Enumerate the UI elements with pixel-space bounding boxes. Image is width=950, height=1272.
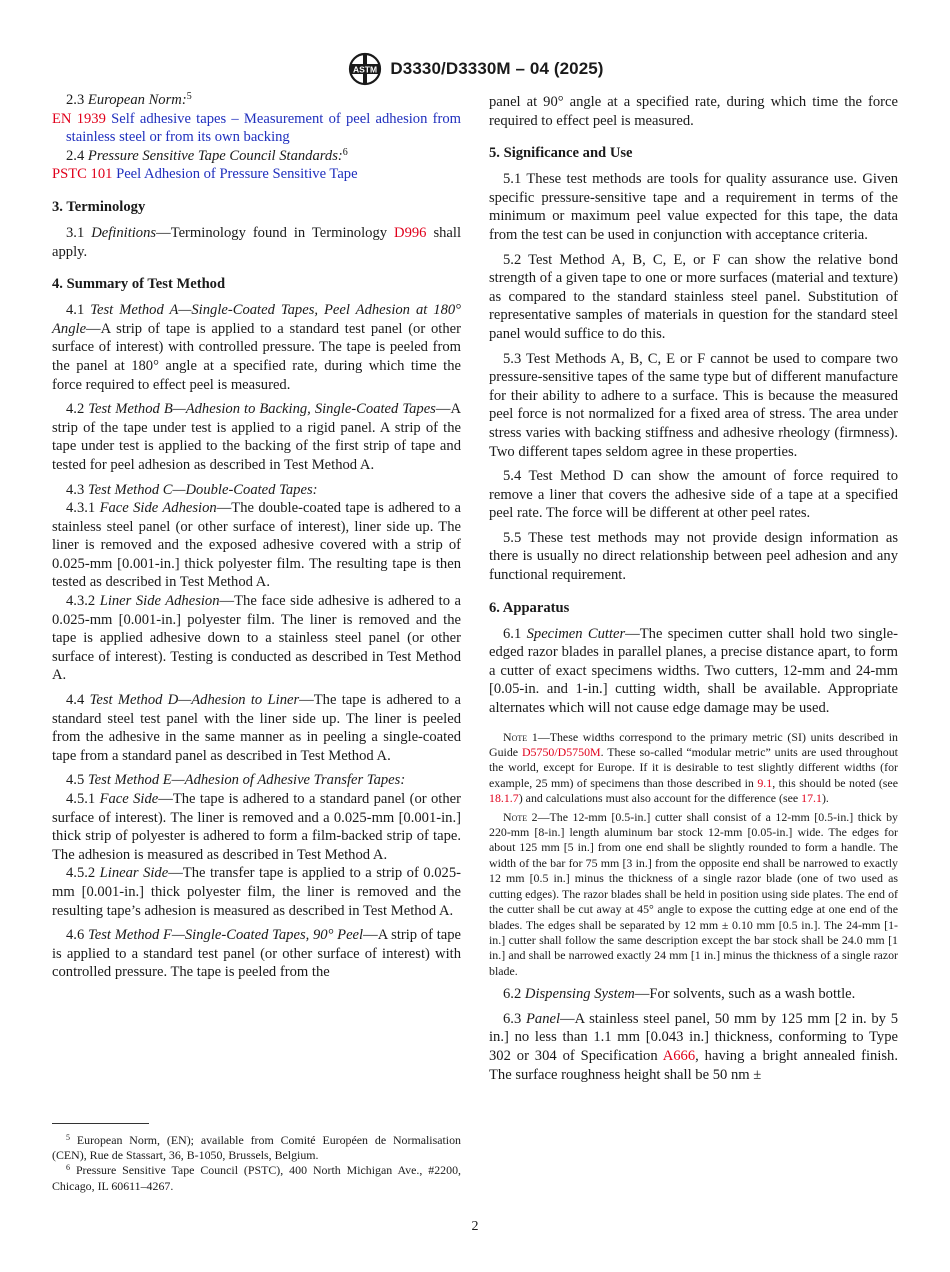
section-6-1: 6.1 Specimen Cutter—The specimen cutter shall hold two single-edged razor blades in parallel planes, a precise distance apart, to form a cutter of exact specimens widths. Two cutters, 12-mm and 24-mm [0.05-in. and 1-in.] cutting width, shall be available. Appropriate alternates which will not cause edge damage may be used. — [489, 625, 898, 717]
section-6-2: 6.2 Dispensing System—For solvents, such as a wash bottle. — [503, 986, 856, 1003]
heading-summary: 4. Summary of Test Method — [52, 276, 226, 293]
ref-code-link[interactable]: PSTC 101 — [52, 166, 113, 183]
link-9-1[interactable]: 9.1 — [757, 775, 773, 790]
ref-title-link[interactable]: Peel Adhesion of Pressure Sensitive Tape — [116, 166, 358, 183]
link-18-1-7[interactable]: 18.1.7 — [489, 791, 519, 806]
section-2-3: 2.3 European Norm:$^5$ — [66, 91, 192, 108]
heading-significance: 5. Significance and Use — [489, 145, 633, 162]
section-4-2: 4.2 Test Method B—Adhesion to Backing, Single-Coated Tapes—A strip of the tape under test is applied to a rigid panel. A strip of the tape under test is applied to the backing of the first strip of tape and tested for peel adhesion as described in Test Method A. — [52, 401, 461, 473]
section-5-2: 5.2 Test Method A, B, C, E, or F can show the relative bond strength of a given tape to one or more surfaces (material and texture) as compared to the standard stainless steel panel. Substitution of representative samples of materials in question for the standard steel panel would suffice to do this. — [489, 251, 898, 342]
note-2: Note 2—The 12-mm [0.5-in.] cutter shall consist of a 12-mm [0.5-in.] thick by 220-mm [8-in.] length aluminum bar stock 12-mm [0.05-in.] wide. The edges for about 125 mm [5 in.] from one end shall be slightly rounded to form a handle. The width of the bar for 75 mm [3 in.] from the opposite end shall be narrowed to exactly 12 mm [0.5 in.] minus the thickness of a single razor blade (one of two used as cutting edges). The razor blades shall be held in position using side plates. The end of the cutter shall be cut away at 45° angle to expose the cutting edge at one end of the blades. The edges shall be separated by 12 mm ± 0.10 mm [0.5 in.]. The 24-mm [1-in.] cutter shall follow the same description except the bar stock shall be 24.0 mm [1 in.] and shall be narrowed exactly 24 mm [1 in.] minus the thickness of a single razor blade. — [489, 809, 898, 978]
section-4-4: 4.4 Test Method D—Adhesion to Liner—The tape is adhered to a standard steel test panel with the liner side up. The liner is peeled from the adhesive in the same manner as in peeling a single-coated tape from a standard panel as described in Test Method A. — [52, 692, 462, 764]
section-4-1: 4.1 Test Method A—Single-Coated Tapes, Peel Adhesion at 180° Angle—A strip of tape is applied to a standard test panel (or other surface of interest) with controlled pressure. The tape is peeled from the panel at 180° angle at a specified rate, during which time the force required to effect peel is measured. — [52, 302, 461, 393]
section-4-3-1: 4.3.1 Face Side Adhesion—The double-coated tape is adhered to a stainless steel panel (or other surface of interest), liner side up. The liner is removed and the exposed adhesive covered with a strip of 0.025-mm [0.001-in.] thick polyester film. The resulting tape is then tested as described in Test Method A. — [52, 500, 462, 591]
link-d5750[interactable]: D5750/D5750M — [521, 745, 601, 760]
left-column — [52, 91, 461, 982]
ref-pstc-101[interactable] — [52, 165, 461, 184]
heading-apparatus: 6. Apparatus — [489, 599, 570, 616]
section-5-1: 5.1 These test methods are tools for quality assurance use. Given specific pressure-sensitive tape and a requirement in terms of the minimum or maximum peel value expected for this tape, the data from the test can be used in conjunction with acceptance criteria. — [489, 171, 898, 243]
heading-terminology: 3. Terminology — [52, 198, 146, 215]
footnotes — [52, 1133, 461, 1194]
section-4-3: 4.3 Test Method C—Double-Coated Tapes: — [66, 481, 318, 498]
ref-code-link[interactable]: EN 1939 — [52, 110, 106, 127]
section-5-3: 5.3 Test Methods A, B, C, E or F cannot be used to compare two pressure-sensitive tapes of the same type but of different manufacture for their ability to adhere to a surface. This is because the measured peel force is not normalized for a fixed area of stress. The area under stress varies with backing stiffness and adhesive rheology (firmness). Two different tapes seldom agree in these properties. — [489, 350, 898, 460]
page-header — [0, 52, 950, 86]
link-d996[interactable]: D996 — [394, 224, 427, 241]
standard-designation: D3330/D3330M – 04 (2025) — [390, 59, 604, 78]
section-4-6: 4.6 Test Method F—Single-Coated Tapes, 90° Peel—A strip of tape is applied to a standard test panel (or other surface of interest) with controlled pressure. The tape is peeled from the — [52, 927, 461, 981]
section-6-3: 6.3 Panel—A stainless steel panel, 50 mm by 125 mm [2 in. by 5 in.] no less than 1.1 mm [0.043 in.] thickness, conforming to Type 302 or 304 of Specification A666, having a bright annealed finish. The surface roughness height shall be 50 nm ± — [489, 1010, 898, 1083]
section-4-5: 4.5 Test Method E—Adhesion of Adhesive Transfer Tapes: — [66, 772, 406, 789]
section-2-4: 2.4 Pressure Sensitive Tape Council Standards:$^6$ — [66, 146, 348, 164]
section-4-6-continued: panel at 90° angle at a specified rate, during which time the force required to effect peel is measured. — [489, 94, 898, 129]
ref-title-link[interactable]: Self adhesive tapes – Measurement of peel adhesion from stainless steel or from its own backing — [66, 110, 462, 146]
footnote-divider — [52, 1123, 149, 1124]
section-4-5-1: 4.5.1 Face Side—The tape is adhered to a standard panel (or other surface of interest). The liner is removed and a 0.025-mm [0.001-in.] thick strip of polyester is adhered to form a film-backed strip of tape. The adhesion is measured as described in Test Method A. — [52, 791, 461, 863]
page-number: 2 — [471, 1219, 479, 1234]
section-4-5-2: 4.5.2 Linear Side—The transfer tape is applied to a strip of 0.025-mm [0.001-in.] thick polyester film, the liner is removed and the resulting tape’s adhesion is measured as described in Test Method A. — [52, 865, 461, 919]
ref-en-1939[interactable] — [52, 110, 461, 147]
right-column — [489, 93, 898, 1084]
link-a666[interactable]: A666 — [662, 1047, 696, 1064]
link-17-1[interactable]: 17.1 — [801, 791, 822, 806]
section-4-3-2: 4.3.2 Liner Side Adhesion—The face side adhesive is adhered to a 0.025-mm [0.001-in.] polyester film. The liner is removed and the tape is applied adhesive down to a stainless steel panel (or other surface of interest). Testing is conducted as described in Test Method A. — [52, 593, 461, 684]
astm-logo — [346, 52, 384, 86]
section-3-1: 3.1 Definitions—Terminology found in Terminology D996 shall apply. — [52, 224, 462, 260]
section-5-4: 5.4 Test Method D can show the amount of force required to remove a liner that covers the adhesive side of a tape at a specified peel rate. The force will be different at other peel rates. — [489, 468, 899, 522]
svg-text:ASTM: ASTM — [353, 64, 378, 75]
note-1: Note 1—These widths correspond to the primary metric (SI) units described in Guide D5750/D5750M. These so-called “modular metric” units are used throughout the world, except for Europe. If it is desirable to test slightly different widths (for example, 25 mm) of specimens than those described in 9.1, this should be noted (see 18.1.7) and calculations must also account for the difference (see 17.1). — [489, 729, 899, 806]
section-5-5: 5.5 These test methods may not provide design information as there is usually no direct relationship between peel adhesion and any functional requirement. — [489, 529, 898, 584]
footnote-5: $^5$ European Norm, (EN); available from Comité Européen de Normalisation (CEN), Rue de Stassart, 36, B-1050, Brussels, Belgium. — [52, 1133, 461, 1163]
footnote-6: $^6$ Pressure Sensitive Tape Council (PSTC), 400 North Michigan Ave., #2200, Chicago, IL 60611–4267. — [52, 1163, 461, 1193]
